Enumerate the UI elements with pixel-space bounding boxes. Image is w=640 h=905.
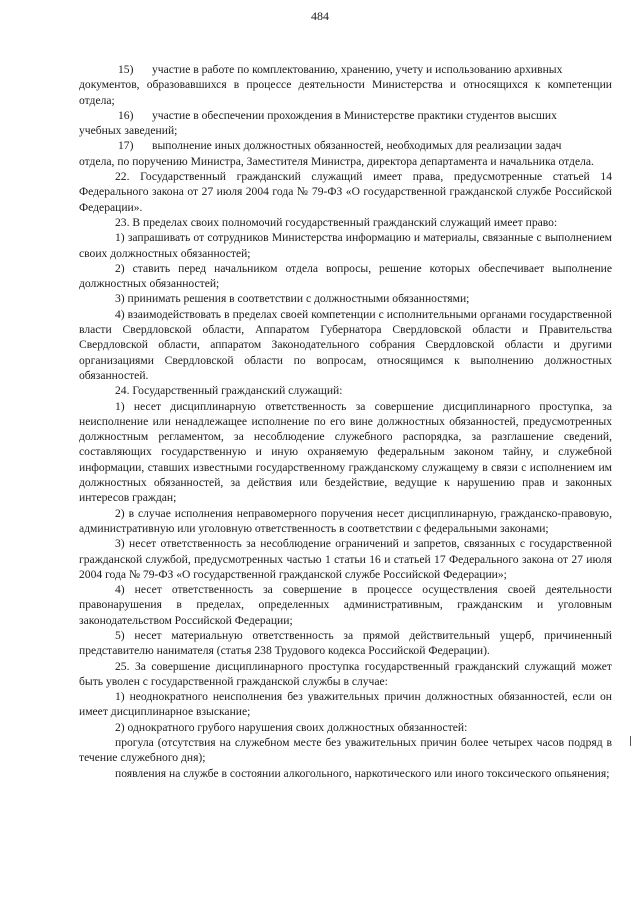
paragraph: 4) взаимодействовать в пределах своей компетенции с исполнительными органами государственной власти Свердловской области, Аппаратом Губернатора Свердловской области и Правительства Свердловской области, аппаратом Законодательного собрания Свердловской области и другими организациями Свердловской области по вопросам, относящимся к выполнению должностных обязанностей.	[79, 307, 612, 382]
item-number: 17)	[118, 139, 134, 153]
paragraph: 2) ставить перед начальником отдела вопросы, решение которых обеспечивает выполнение должностных обязанностей;	[79, 261, 612, 291]
paragraph: 5) несет материальную ответственность за прямой действительный ущерб, причиненный представителю нанимателя (статья 238 Трудового кодекса Российской Федерации).	[79, 628, 612, 658]
item-number: 16)	[118, 108, 134, 122]
item-text: участие в обеспечении прохождения в Министерстве практики студентов высших	[152, 108, 557, 122]
paragraph: 1) несет дисциплинарную ответственность за совершение дисциплинарного проступка, за неисполнение или ненадлежащее исполнение по его вине должностных обязанностей, предусмотренных должностным регламентом, за несоблюдение служебного распорядка, за разглашение сведений, составляющих государственную и иную охраняемую федеральным законом тайну, и служебной информации, ставших известными государственному гражданскому служащему в связи с исполнением им должностных обязанностей, за действия или бездействие, ведущие к нарушению прав и законных интересов граждан;	[79, 399, 612, 505]
item-text-continued: документов, образовавшихся в процессе деятельности Министерства и относящихся к компетенции отдела;	[79, 78, 612, 107]
page-number: 484	[311, 9, 329, 23]
list-item	[79, 138, 612, 169]
paragraph: 1) неоднократного неисполнения без уважительных причин должностных обязанностей, если он имеет дисциплинарное взыскание;	[79, 690, 612, 719]
paragraph: 23. В пределах своих полномочий государственный гражданский служащий имеет право:	[115, 215, 558, 229]
list-item	[79, 62, 612, 108]
paragraph: 22. Государственный гражданский служащий имеет права, предусмотренные статьей 14 Федерального закона от 27 июля 2004 года № 79-ФЗ «О государственной гражданской службе Российской Федерации».	[79, 170, 612, 214]
paragraph: 3) принимать решения в соответствии с должностными обязанностями;	[115, 292, 470, 306]
paragraph: 4) несет ответственность за совершение в процессе осуществления своей деятельности правонарушения в пределах, определенных административным, гражданским и уголовным законодательством Российской Федерации;	[79, 583, 612, 627]
item-text: участие в работе по комплектованию, хранению, учету и использованию архивных	[152, 63, 563, 76]
paragraph: 2) однократного грубого нарушения своих должностных обязанностей:	[115, 720, 468, 734]
paragraph: 2) в случае исполнения неправомерного поручения несет дисциплинарную, гражданско-правовую, административную или уголовную ответственность в соответствии с федеральными законами;	[79, 506, 612, 535]
item-number: 15)	[118, 63, 134, 76]
document-body	[79, 62, 612, 781]
paragraph: 3) несет ответственность за несоблюдение ограничений и запретов, связанных с государственной гражданской службой, предусмотренных частью 1 статьи 16 и статьей 17 Федерального закона от 27 июля 2004 года № 79-ФЗ «О государственной гражданской службе Российской Федерации»;	[79, 537, 612, 581]
paragraph: 24. Государственный гражданский служащий:	[115, 384, 343, 398]
paragraph: появления на службе в состоянии алкогольного, наркотического или иного токсического опьянения;	[115, 766, 610, 780]
item-text-continued: отдела, по поручению Министра, Заместителя Министра, директора департамента и начальника отдела.	[79, 154, 594, 168]
scan-margin-mark	[630, 736, 631, 746]
item-text: выполнение иных должностных обязанностей, необходимых для реализации задач	[152, 139, 562, 153]
paragraph: 25. За совершение дисциплинарного проступка государственный гражданский служащий может быть уволен с государственной гражданской службы в случае:	[79, 659, 612, 688]
list-item	[79, 108, 612, 139]
paragraph: 1) запрашивать от сотрудников Министерства информацию и материалы, связанные с выполнением своих должностных обязанностей;	[79, 231, 612, 260]
item-text-continued: учебных заведений;	[79, 124, 178, 138]
paragraph: прогула (отсутствия на служебном месте без уважительных причин более четырех часов подряд в течение служебного дня);	[79, 736, 612, 765]
